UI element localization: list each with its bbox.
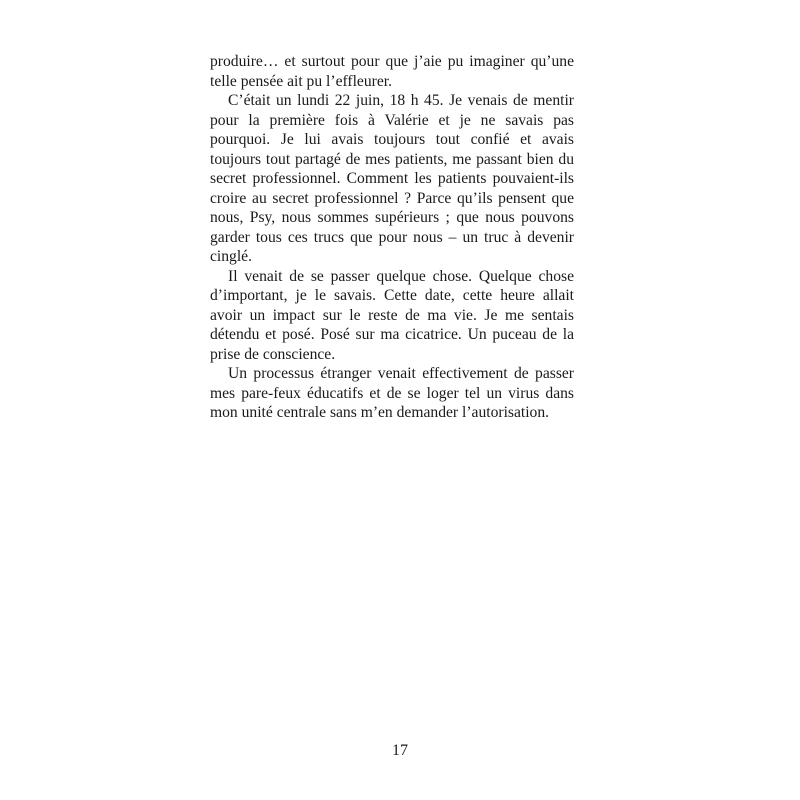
paragraph: C’était un lundi 22 juin, 18 h 45. Je venais de mentir pour la première fois à Valérie et je ne savais pas pourquoi. Je lui avais toujours tout confié et avais toujours tout partagé de mes patients, me passant bien du secret professionnel. Comment les patients pouvaient-ils croire au secret professionnel ? Parce qu’ils pensent que nous, Psy, nous sommes supérieurs ; que nous pouvons garder tous ces trucs que pour nous – un truc à devenir cinglé. — [210, 92, 574, 265]
body-text — [210, 52, 574, 423]
paragraph-continuation: produire… et surtout pour que j’aie pu imaginer qu’une telle pensée ait pu l’effleurer. — [210, 53, 574, 90]
page-number: 17 — [392, 742, 408, 759]
paragraph: Un processus étranger venait effectivement de passer mes pare-feux éducatifs et de se loger tel un virus dans mon unité centrale sans m’en demander l’autorisation. — [210, 365, 574, 421]
paragraph: Il venait de se passer quelque chose. Quelque chose d’important, je le savais. Cette date, cette heure allait avoir un impact sur le reste de ma vie. Je me sentais détendu et posé. Posé sur ma cicatrice. Un puceau de la prise de conscience. — [210, 267, 574, 363]
